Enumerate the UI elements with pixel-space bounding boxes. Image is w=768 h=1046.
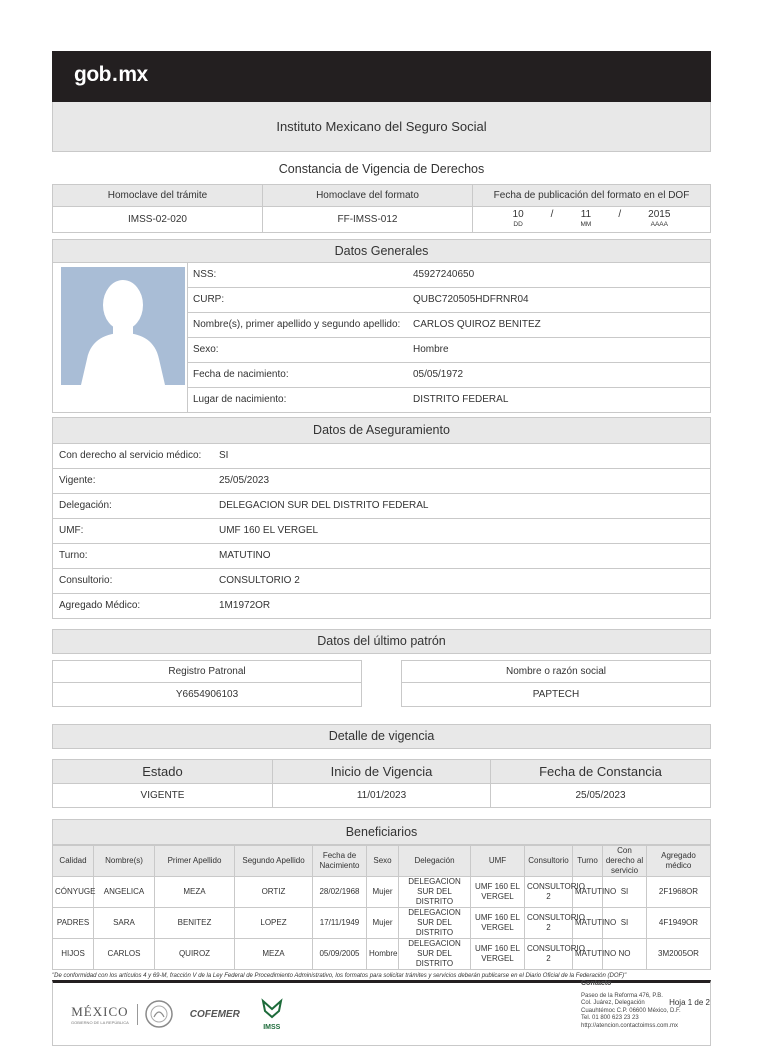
as-value: DELEGACION SUR DEL DISTRITO FEDERAL — [219, 500, 429, 511]
dg-row-lugar-nacimiento — [188, 388, 710, 412]
as-label: Agregado Médico: — [59, 600, 141, 611]
national-seal-icon — [144, 999, 174, 1029]
ben-cell: 4F1949OR — [647, 908, 711, 939]
footer — [52, 980, 711, 1046]
dg-value: CARLOS QUIROZ BENITEZ — [413, 319, 541, 330]
as-row-delegacion — [52, 494, 711, 519]
ben-cell: DELEGACION SUR DEL DISTRITO — [399, 908, 471, 939]
ben-cell: BENITEZ — [155, 908, 235, 939]
ben-cell: SI — [603, 877, 647, 908]
dg-label: Sexo: — [193, 344, 219, 355]
inicio-vigencia-header: Inicio de Vigencia — [273, 760, 491, 784]
as-label: Turno: — [59, 550, 88, 561]
contact-line: Paseo de la Reforma 476, P.B. — [581, 992, 663, 999]
ben-cell: SARA — [94, 908, 155, 939]
homoclave-tramite: IMSS-02-020 — [53, 207, 263, 233]
ben-header: Primer Apellido — [155, 846, 235, 877]
as-row-umf — [52, 519, 711, 544]
ben-header: Delegación — [399, 846, 471, 877]
ben-cell: 17/11/1949 — [313, 908, 367, 939]
ben-cell: 28/02/1968 — [313, 877, 367, 908]
date-separator: / — [618, 208, 622, 220]
ben-header: UMF — [471, 846, 525, 877]
table-row — [53, 877, 711, 908]
dof-day-label: DD — [513, 220, 523, 228]
photo-cell — [53, 263, 188, 412]
imss-logo — [260, 997, 284, 1031]
ben-cell: MEZA — [235, 939, 313, 970]
inicio-vigencia-value: 11/01/2023 — [273, 784, 491, 808]
datos-generales-title: Datos Generales — [52, 239, 711, 263]
dof-year: 2015 — [648, 208, 671, 220]
registro-patronal-value: Y6654906103 — [53, 683, 362, 707]
ben-cell: UMF 160 EL VERGEL — [471, 908, 525, 939]
as-row-derecho — [52, 444, 711, 469]
dg-row-fecha-nacimiento — [188, 363, 710, 388]
datos-generales — [52, 263, 711, 413]
dg-value: 45927240650 — [413, 269, 475, 280]
contact-line: Tel. 01 800 623 23 23 — [581, 1015, 639, 1021]
ben-cell: CONSULTORIO 2 — [525, 908, 573, 939]
dof-date — [473, 207, 711, 233]
ben-cell: QUIROZ — [155, 939, 235, 970]
gobmx-logo[interactable]: gob.mx — [74, 63, 148, 86]
dg-value: DISTRITO FEDERAL — [413, 394, 509, 405]
ben-cell: ORTIZ — [235, 877, 313, 908]
ben-header: Sexo — [367, 846, 399, 877]
beneficiarios-table — [52, 845, 711, 970]
mexico-logo — [71, 1004, 138, 1025]
as-value: SI — [219, 450, 229, 461]
ben-cell: CARLOS — [94, 939, 155, 970]
person-silhouette-icon — [61, 267, 185, 385]
profile-photo-placeholder — [61, 267, 185, 385]
as-row-consultorio — [52, 569, 711, 594]
as-value: 25/05/2023 — [219, 475, 270, 486]
ben-cell: LOPEZ — [235, 908, 313, 939]
as-row-vigente — [52, 469, 711, 494]
cofemer-logo: COFEMER — [189, 1008, 240, 1020]
as-row-agregado — [52, 594, 711, 619]
vigencia-title: Detalle de vigencia — [52, 724, 711, 749]
page-number: Hoja 1 de 2 — [669, 998, 710, 1007]
ben-cell: DELEGACION SUR DEL DISTRITO — [399, 939, 471, 970]
tramite-table — [52, 184, 711, 233]
ben-header: Agregado médico — [647, 846, 711, 877]
dg-value: 05/05/1972 — [413, 369, 464, 380]
as-label: Consultorio: — [59, 575, 113, 586]
fecha-constancia-value: 25/05/2023 — [491, 784, 711, 808]
ben-header: Fecha de Nacimiento — [313, 846, 367, 877]
ben-cell: Mujer — [367, 908, 399, 939]
ben-cell: PADRES — [53, 908, 94, 939]
tramite-header: Homoclave del trámite — [53, 185, 263, 207]
ben-cell: HIJOS — [53, 939, 94, 970]
ben-cell: CONSULTORIO 2 — [525, 877, 573, 908]
razon-social-label: Nombre o razón social — [402, 661, 711, 683]
contact-url[interactable]: http://atencion.contactoimss.com.mx — [581, 1022, 679, 1029]
document-page — [52, 51, 711, 1046]
ben-header: Con derecho al servicio — [603, 846, 647, 877]
ben-cell: CONSULTORIO 2 — [525, 939, 573, 970]
registro-patronal-table — [52, 660, 362, 707]
ben-cell: MATUTINO — [573, 877, 603, 908]
ben-header: Calidad — [53, 846, 94, 877]
dof-day: 10 — [512, 208, 524, 220]
ben-header: Nombre(s) — [94, 846, 155, 877]
ben-cell: SI — [603, 908, 647, 939]
ben-cell: 3M2005OR — [647, 939, 711, 970]
document-title: Constancia de Vigencia de Derechos — [278, 162, 485, 176]
ben-cell: ANGELICA — [94, 877, 155, 908]
razon-social-table — [401, 660, 711, 707]
ben-header: Segundo Apellido — [235, 846, 313, 877]
ben-cell: MATUTINO — [573, 908, 603, 939]
dg-row-nombre — [188, 313, 710, 338]
dg-row-nss — [188, 263, 710, 288]
table-row — [53, 908, 711, 939]
as-label: Con derecho al servicio médico: — [59, 450, 202, 461]
dg-label: Lugar de nacimiento: — [193, 394, 287, 405]
ben-cell: Mujer — [367, 877, 399, 908]
ben-cell: DELEGACION SUR DEL DISTRITO — [399, 877, 471, 908]
dg-value: Hombre — [413, 344, 449, 355]
imss-logo-text: IMSS — [263, 1024, 281, 1031]
table-row — [53, 939, 711, 970]
as-label: UMF: — [59, 525, 84, 536]
dof-year-label: AAAA — [650, 220, 668, 228]
ben-cell: 2F1968OR — [647, 877, 711, 908]
razon-social-value: PAPTECH — [402, 683, 711, 707]
dg-label: CURP: — [193, 294, 225, 305]
dof-header: Fecha de publicación del formato en el DOF — [473, 185, 711, 207]
registro-patronal-label: Registro Patronal — [53, 661, 362, 683]
beneficiarios-title: Beneficiarios — [52, 819, 711, 845]
dg-label: Nombre(s), primer apellido y segundo apellido: — [193, 319, 401, 330]
as-label: Delegación: — [59, 500, 112, 511]
gobmx-header — [52, 51, 711, 102]
ben-cell: 05/09/2005 — [313, 939, 367, 970]
formato-header: Homoclave del formato — [263, 185, 473, 207]
as-value: 1M1972OR — [219, 600, 271, 611]
fecha-constancia-header: Fecha de Constancia — [491, 760, 711, 784]
contact-line: Cuauhtémoc C.P. 06600 México, D.F. — [581, 1007, 681, 1014]
dof-month-label: MM — [580, 220, 592, 228]
dg-value: QUBC720505HDFRNR04 — [413, 294, 529, 305]
ben-header: Turno — [573, 846, 603, 877]
ben-cell: UMF 160 EL VERGEL — [471, 877, 525, 908]
ben-header: Consultorio — [525, 846, 573, 877]
dg-row-curp — [188, 288, 710, 313]
dg-row-sexo — [188, 338, 710, 363]
imss-eagle-icon — [260, 997, 284, 1019]
estado-header: Estado — [53, 760, 273, 784]
legal-footnote: "De conformidad con los artículos 4 y 69-M, fracción V de la Ley Federal de Procedimiento Administrativo, los formatos para solicitar trámites y servicios deberán publicarse en el Diario Oficial de la Federación (DOF)" — [52, 973, 627, 979]
ben-cell: NO — [603, 939, 647, 970]
ben-cell: Hombre — [367, 939, 399, 970]
homoclave-formato: FF-IMSS-012 — [263, 207, 473, 233]
as-value: CONSULTORIO 2 — [219, 575, 300, 586]
mexico-logo-subtext: GOBIERNO DE LA REPÚBLICA — [71, 1019, 129, 1025]
as-row-turno — [52, 544, 711, 569]
as-value: UMF 160 EL VERGEL — [219, 525, 319, 536]
patron-title: Datos del último patrón — [52, 629, 711, 654]
dg-label: NSS: — [193, 269, 217, 280]
vigencia-table — [52, 759, 711, 808]
ben-cell: UMF 160 EL VERGEL — [471, 939, 525, 970]
footer-logos — [71, 997, 284, 1031]
estado-value: VIGENTE — [53, 784, 273, 808]
mexico-logo-text: MÉXICO — [71, 1003, 129, 1019]
contact-line: Col. Juárez, Delegación — [581, 1000, 645, 1006]
dof-month: 11 — [580, 208, 592, 220]
aseguramiento-title: Datos de Aseguramiento — [52, 417, 711, 444]
ben-cell: MATUTINO — [573, 939, 603, 970]
aseguramiento — [52, 444, 711, 619]
patron — [52, 660, 711, 707]
institution-name: Instituto Mexicano del Seguro Social — [52, 102, 711, 152]
contact-title: Contacto — [581, 980, 612, 987]
ben-cell: CÓNYUGE — [53, 877, 94, 908]
as-label: Vigente: — [59, 475, 96, 486]
dg-label: Fecha de nacimiento: — [193, 369, 289, 380]
date-separator: / — [550, 208, 554, 220]
as-value: MATUTINO — [219, 550, 271, 561]
ben-cell: MEZA — [155, 877, 235, 908]
